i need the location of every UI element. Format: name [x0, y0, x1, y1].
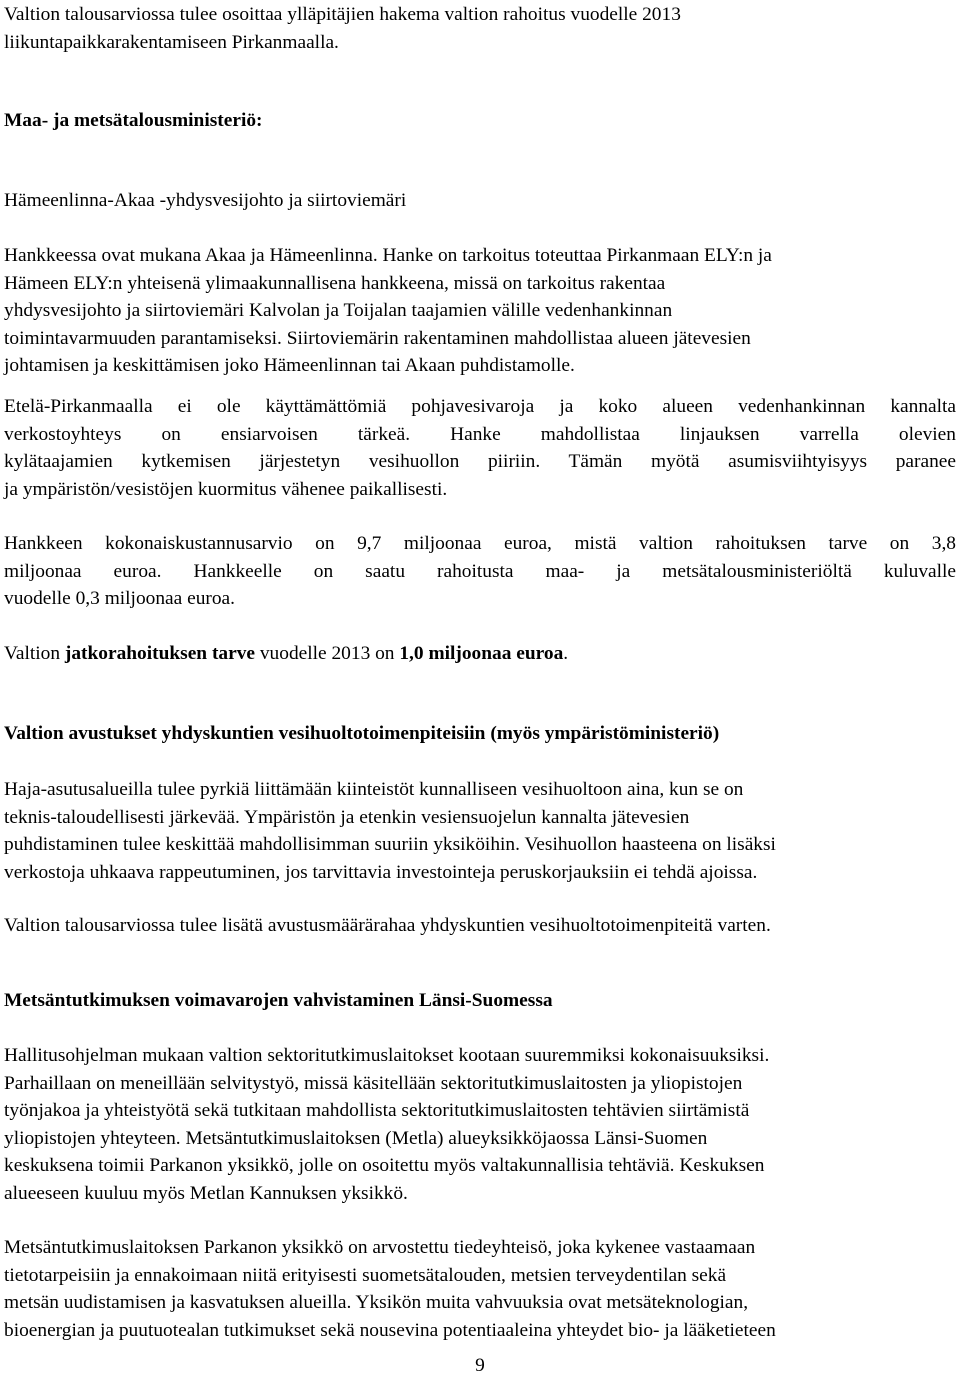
text-line: metsän uudistamisen ja kasvatuksen alueilla. Yksikön muita vahvuuksia ovat metsäteknologian, — [4, 1292, 749, 1314]
text-segment: . — [563, 643, 569, 664]
heading-valtion-avustukset: Valtion avustukset yhdyskuntien vesihuoltotoimenpiteisiin (myös ympäristöministeriö) — [4, 723, 720, 744]
emphasis-jatkorahoituksen-tarve: jatkorahoituksen tarve — [64, 643, 256, 664]
text-line: keskuksena toimii Parkanon yksikkö, jolle on osoitettu myös valtakunnallisia tehtäviä. Keskuksen — [4, 1155, 765, 1177]
subheading-hameenlinna-akaa: Hämeenlinna-Akaa -yhdysvesijohto ja siirtoviemäri — [4, 190, 407, 211]
paragraph-haja-asutusalueet — [4, 776, 956, 886]
text-line: liikuntapaikkarakentamiseen Pirkanmaalla. — [4, 31, 339, 53]
text-line: johtamisen ja keskittämisen joko Hämeenlinnan tai Akaan puhdistamolle. — [4, 355, 575, 377]
text-line: Hallitusohjelman mukaan valtion sektoritutkimuslaitokset kootaan suuremmiksi kokonaisuuksiksi. — [4, 1045, 770, 1066]
text-line: vuodelle 0,3 miljoonaa euroa. — [4, 588, 236, 610]
text-line: Hankkeessa ovat mukana Akaa ja Hämeenlinna. Hanke on tarkoitus toteuttaa Pirkanmaan ELY:n ja — [4, 245, 772, 266]
text-line: Hämeen ELY:n yhteisenä ylimaakunnallisena hankkeena, missä on tarkoitus rakentaa — [4, 272, 666, 294]
heading-metsantutkimus: Metsäntutkimuksen voimavarojen vahvistaminen Länsi-Suomessa — [4, 990, 553, 1011]
text-line: puhdistaminen tulee keskittää mahdollisimman suuriin yksiköihin. Vesihuollon haasteena on lisäksi — [4, 834, 776, 856]
text-line: toimintavarmuuden parantamiseksi. Siirtoviemärin rakentaminen mahdollistaa alueen jätevesien — [4, 327, 751, 349]
text-line: tietotarpeisiin ja ennakoimaan niitä erityisesti suometsätalouden, metsien terveydentilan sekä — [4, 1264, 727, 1286]
text-line: Metsäntutkimuslaitoksen Parkanon yksikkö on arvostettu tiedeyhteisö, joka kykenee vastaamaan — [4, 1237, 756, 1258]
paragraph-kustannusarvio — [4, 530, 956, 613]
text-line: verkostoja uhkaava rappeutuminen, jos tarvittavia investointeja peruskorjauksiin ei tehdä ajoissa. — [4, 861, 758, 883]
text-line: Etelä-Pirkanmaalla ei ole käyttämättömiä pohjavesivaroja ja koko alueen vedenhankinnan kannalta — [4, 396, 956, 417]
text-segment: Valtion — [4, 643, 65, 664]
text-line: Hankkeen kokonaiskustannusarvio on 9,7 miljoonaa euroa, mistä valtion rahoituksen tarve on 3,8 — [4, 533, 956, 554]
paragraph-hallitusohjelma — [4, 1042, 956, 1208]
paragraph-pohjavesivarat — [4, 393, 956, 503]
text-line: bioenergian ja puutuotealan tutkimukset sekä nousevina potentiaaleina yhteydet bio- ja lääketieteen — [4, 1319, 776, 1341]
paragraph-avustusmaararaha: Valtion talousarviossa tulee lisätä avustusmäärärahaa yhdyskuntien vesihuoltotoimenpiteitä varten. — [4, 915, 771, 936]
text-segment: vuodelle 2013 on — [255, 643, 400, 664]
text-line: yliopistojen yhteyteen. Metsäntutkimuslaitoksen (Metla) alueyksikköjaossa Länsi-Suomen — [4, 1127, 708, 1149]
text-line: kylätaajamien kytkemisen järjestetyn vesihuollon piiriin. Tämän myötä asumisviihtyisyys paranee — [4, 451, 956, 473]
text-line: Parhaillaan on meneillään selvitystyö, missä käsitellään sektoritutkimuslaitosten ja yliopistojen — [4, 1072, 743, 1094]
emphasis-rahoitusmaara: 1,0 miljoonaa euroa — [399, 643, 564, 664]
text-line: yhdysvesijohto ja siirtoviemäri Kalvolan ja Toijalan taajamien välille vedenhankinnan — [4, 300, 673, 322]
paragraph-liikuntapaikat — [4, 1, 956, 56]
text-line: miljoonaa euroa. Hankkeelle on saatu rahoitusta maa- ja metsätalousministeriöltä kuluvalle — [4, 560, 956, 582]
text-line: verkostoyhteys on ensiarvoisen tärkeä. Hanke mahdollistaa linjauksen varrella olevien — [4, 423, 956, 445]
text-line: Valtion talousarviossa tulee osoittaa ylläpitäjien hakema valtion rahoitus vuodelle 2013 — [4, 4, 681, 25]
text-line: työnjakoa ja yhteistyötä sekä tutkitaan mahdollista sektoritutkimuslaitosten tehtävien siirtämistä — [4, 1100, 750, 1122]
page-number: 9 — [475, 1355, 485, 1376]
text-line: ja ympäristön/vesistöjen kuormitus vähenee paikallisesti. — [4, 478, 448, 500]
paragraph-parkanon-yksikko — [4, 1234, 956, 1344]
paragraph-hanke-kuvaus — [4, 242, 956, 380]
paragraph-jatkorahoitus — [4, 640, 956, 668]
text-line: Haja-asutusalueilla tulee pyrkiä liittämään kiinteistöt kunnalliseen vesihuoltoon aina, kun se on — [4, 779, 744, 800]
text-line: teknis-taloudellisesti järkevää. Ympäristön ja etenkin vesiensuojelun kannalta jätevesien — [4, 806, 690, 828]
heading-maa-ja-metsatalousministerio: Maa- ja metsätalousministeriö: — [4, 110, 263, 131]
text-line: alueeseen kuuluu myös Metlan Kannuksen yksikkö. — [4, 1182, 408, 1204]
